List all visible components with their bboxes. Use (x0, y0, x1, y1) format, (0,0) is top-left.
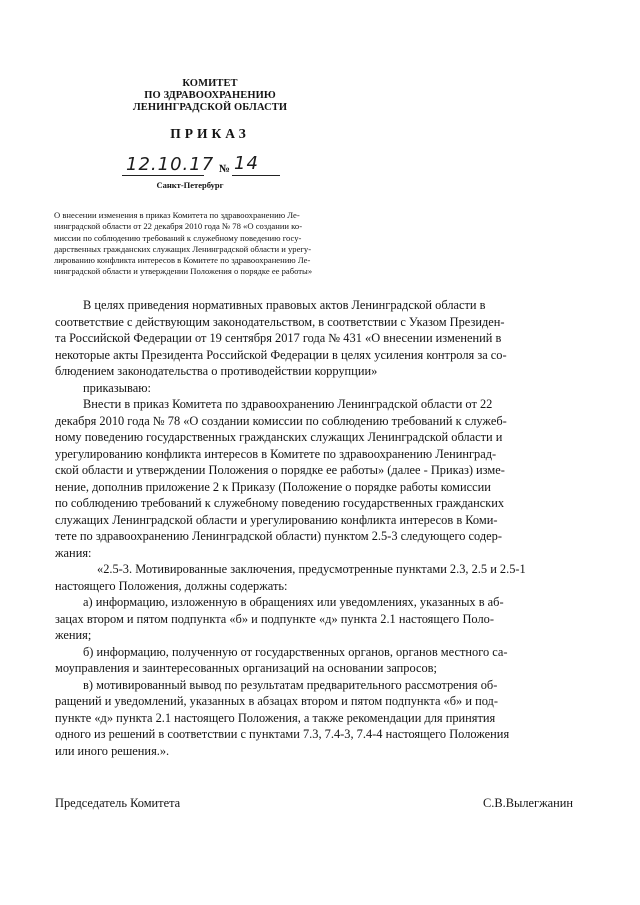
body-line: одного из решений в соответствии с пунктами 7.3, 7.4-3, 7.4-4 настоящего Положения (55, 727, 510, 741)
header-line-3: ЛЕНИНГРАДСКОЙ ОБЛАСТИ (132, 102, 288, 113)
body-line: ской области и утверждении Положения о порядке ее работы» (далее - Приказ) изме- (55, 463, 505, 477)
body-line: ному поведению государственных гражданских служащих Ленинградской области и (55, 430, 503, 444)
body-line: нение, дополнив приложение 2 к Приказу (Положение о порядке работы комиссии (55, 479, 491, 494)
body-line: тете по здравоохранению Ленинградской области) пунктом 2.5-3 следующего содер- (55, 529, 502, 543)
committee-header (120, 78, 300, 114)
subject-line: О внесении изменения в приказ Комитета по здравоохранению Ле- (54, 210, 300, 220)
body-line: ращений и уведомлений, указанных в абзацах втором и пятом подпункта «б» и под- (55, 694, 498, 708)
body-line: настоящего Положения, должны содержать: (55, 578, 288, 593)
subject-line: нинградской области от 22 декабря 2010 года № 78 «О создании ко- (54, 221, 303, 232)
subject-line: лированию конфликта интересов в Комитете по здравоохранению Ле- (54, 255, 311, 266)
body-line: урегулированию конфликта интересов в Комитете по здравоохранению Ленинград- (55, 446, 497, 461)
body-line: блюдением законодательства о противодействии коррупции» (55, 364, 378, 378)
body-line: или иного решения.». (55, 743, 170, 758)
body-line: В целях приведения нормативных правовых актов Ленинградской области в (83, 298, 486, 312)
order-title: ПРИКАЗ (170, 126, 250, 141)
city-name: Санкт-Петербург (156, 180, 224, 190)
subject-line: нинградской области и утверждении Положения о порядке ее работы» (54, 266, 313, 277)
body-line: в) мотивированный вывод по результатам предварительного рассмотрения об- (83, 677, 498, 692)
subject-line: миссии по соблюдению требований к служебному поведению госу- (54, 232, 302, 243)
date-number-line (122, 148, 282, 178)
body-line: соответствие с действующим законодательством, в соответствии с Указом Президен- (55, 314, 505, 329)
body-line: б) информацию, полученную от государственных органов, органов местного са- (83, 644, 508, 659)
order-body (55, 297, 610, 759)
body-line: моуправления и заинтересованных организаций на основании запросов; (55, 661, 437, 675)
handwritten-number: 14 (234, 153, 259, 174)
body-line: приказываю: (83, 380, 151, 395)
body-line: пункте «д» пункта 2.1 настоящего Положения, а также рекомендации для принятия (55, 710, 496, 725)
order-subject (54, 210, 410, 278)
signer-name: С.В.Вылегжанин (483, 796, 574, 810)
date-underline (122, 175, 204, 176)
signer-position: Председатель Комитета (55, 796, 181, 810)
subject-line: дарственных гражданских служащих Ленинградской области и урегу- (54, 243, 312, 254)
body-line: та Российской Федерации от 19 сентября 2017 года № 431 «О внесении изменений в (55, 331, 502, 345)
body-line: по соблюдению требований к служебному поведению государственных гражданских (55, 496, 505, 510)
body-line: жения; (55, 628, 92, 642)
body-line: Внести в приказ Комитета по здравоохранению Ленинградской области от 22 (83, 397, 493, 411)
header-line-1: КОМИТЕТ (182, 78, 238, 89)
body-line: «2.5-3. Мотивированные заключения, предусмотренные пунктами 2.3, 2.5 и 2.5-1 (97, 562, 526, 576)
body-line: зацах втором и пятом подпункта «б» и подпункте «д» пункта 2.1 настоящего Поло- (55, 611, 494, 626)
number-sign: № (219, 163, 231, 175)
header-line-2: ПО ЗДРАВООХРАНЕНИЮ (144, 90, 276, 101)
body-line: некоторые акты Президента Российской Федерации в целях усиления контроля за со- (55, 347, 507, 362)
number-underline (232, 175, 280, 176)
body-line: служащих Ленинградской области и урегулированию конфликта интересов в Коми- (55, 512, 498, 527)
body-line: жания: (55, 545, 92, 560)
handwritten-date: 12.10.17 (126, 154, 215, 175)
body-line: декабря 2010 года № 78 «О создании комиссии по соблюдению требований к служеб- (55, 413, 507, 428)
body-line: а) информацию, изложенную в обращениях или уведомлениях, указанных в аб- (83, 595, 504, 609)
